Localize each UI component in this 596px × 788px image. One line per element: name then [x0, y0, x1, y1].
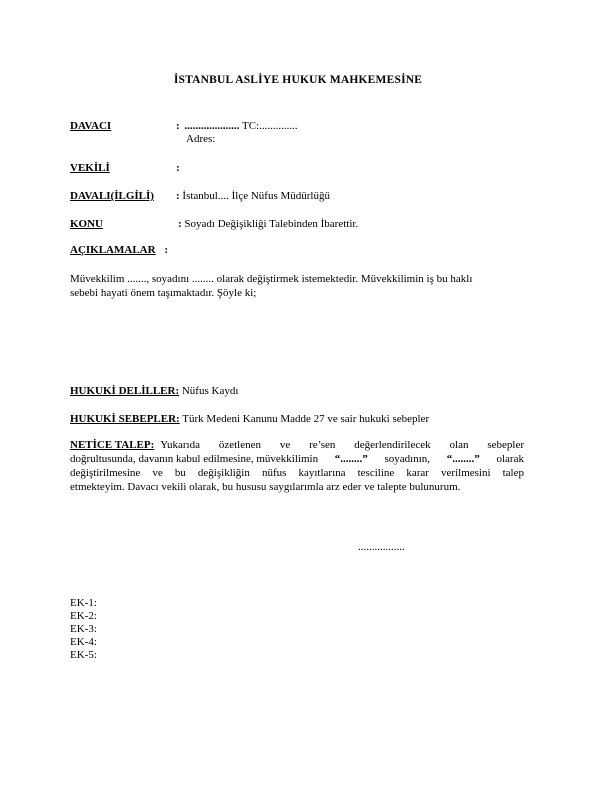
deliller-row [70, 385, 238, 398]
davali-sep: : [176, 190, 180, 202]
ek-item: EK-4: [70, 636, 97, 648]
netice-line-2-quote-1: “........” [334, 453, 368, 465]
ek-item: EK-2: [70, 610, 97, 622]
ek-item: EK-1: [70, 597, 97, 609]
davaci-tc: TC:.............. [241, 120, 298, 132]
davaci-row [70, 120, 298, 133]
netice-label: NETİCE TALEP: [70, 439, 155, 451]
aciklamalar-label: AÇIKLAMALAR [70, 244, 156, 256]
aciklamalar-heading [70, 244, 168, 257]
aciklamalar-sep: : [164, 244, 168, 256]
netice-line-2-e: olarak [496, 453, 524, 465]
davaci-value: .................... [184, 120, 240, 132]
ek-item: EK-3: [70, 623, 97, 635]
netice-line-1 [70, 439, 524, 452]
netice-line-1-text: Yukarıda özetlenen ve re’sen değerlendirilecek olan sebepler [160, 439, 524, 451]
ek-item: EK-5: [70, 649, 97, 661]
netice-line-2 [70, 453, 524, 466]
deliller-value: Nüfus Kaydı [181, 385, 239, 397]
netice-line-2-quote-2: “........” [446, 453, 480, 465]
davaci-label: DAVACI [70, 120, 112, 132]
deliller-label: HUKUKİ DELİLLER: [70, 385, 180, 397]
sebepler-value: Türk Medeni Kanunu Madde 27 ve sair hukuki sebepler [182, 413, 430, 425]
davali-row [70, 190, 330, 203]
sebepler-row [70, 413, 429, 426]
document-title: İSTANBUL ASLİYE HUKUK MAHKEMESİNE [173, 74, 423, 86]
vekili-label: VEKİLİ [70, 162, 110, 174]
vekili-row [70, 162, 180, 175]
aciklamalar-line-2: sebebi hayati önem taşımaktadır. Şöyle ki; [70, 287, 257, 299]
sebepler-label: HUKUKİ SEBEPLER: [70, 413, 180, 425]
vekili-sep: : [176, 162, 180, 174]
netice-line-3: değiştirilmesine ve bu değişikliğin nüfus kayıtlarına tesciline karar verilmesini talep [70, 467, 524, 479]
davaci-address: Adres: [186, 133, 216, 145]
netice-line-4: etmekteyim. Davacı vekili olarak, bu hususu saygılarımla arz eder ve talepte bulunurum. [70, 481, 461, 493]
netice-line-2-c: soyadının, [384, 453, 431, 465]
davaci-sep: : [176, 120, 180, 132]
netice-line-2-a: doğrultusunda, davanın kabul edilmesine, müvekkilimin [70, 453, 319, 465]
konu-sep: : [178, 218, 182, 230]
davali-label: DAVALI(İLGİLİ) [70, 190, 154, 202]
signature-line: ................. [358, 541, 405, 553]
davali-value: İstanbul.... İlçe Nüfus Müdürlüğü [182, 190, 330, 202]
konu-row [70, 218, 358, 231]
konu-label: KONU [70, 218, 103, 230]
konu-value: Soyadı Değişikliği Talebinden İbarettir. [184, 218, 359, 230]
aciklamalar-line-1: Müvekkilim ......., soyadını ........ olarak değiştirmek istemektedir. Müvekkilimin iş bu haklı [70, 273, 473, 285]
